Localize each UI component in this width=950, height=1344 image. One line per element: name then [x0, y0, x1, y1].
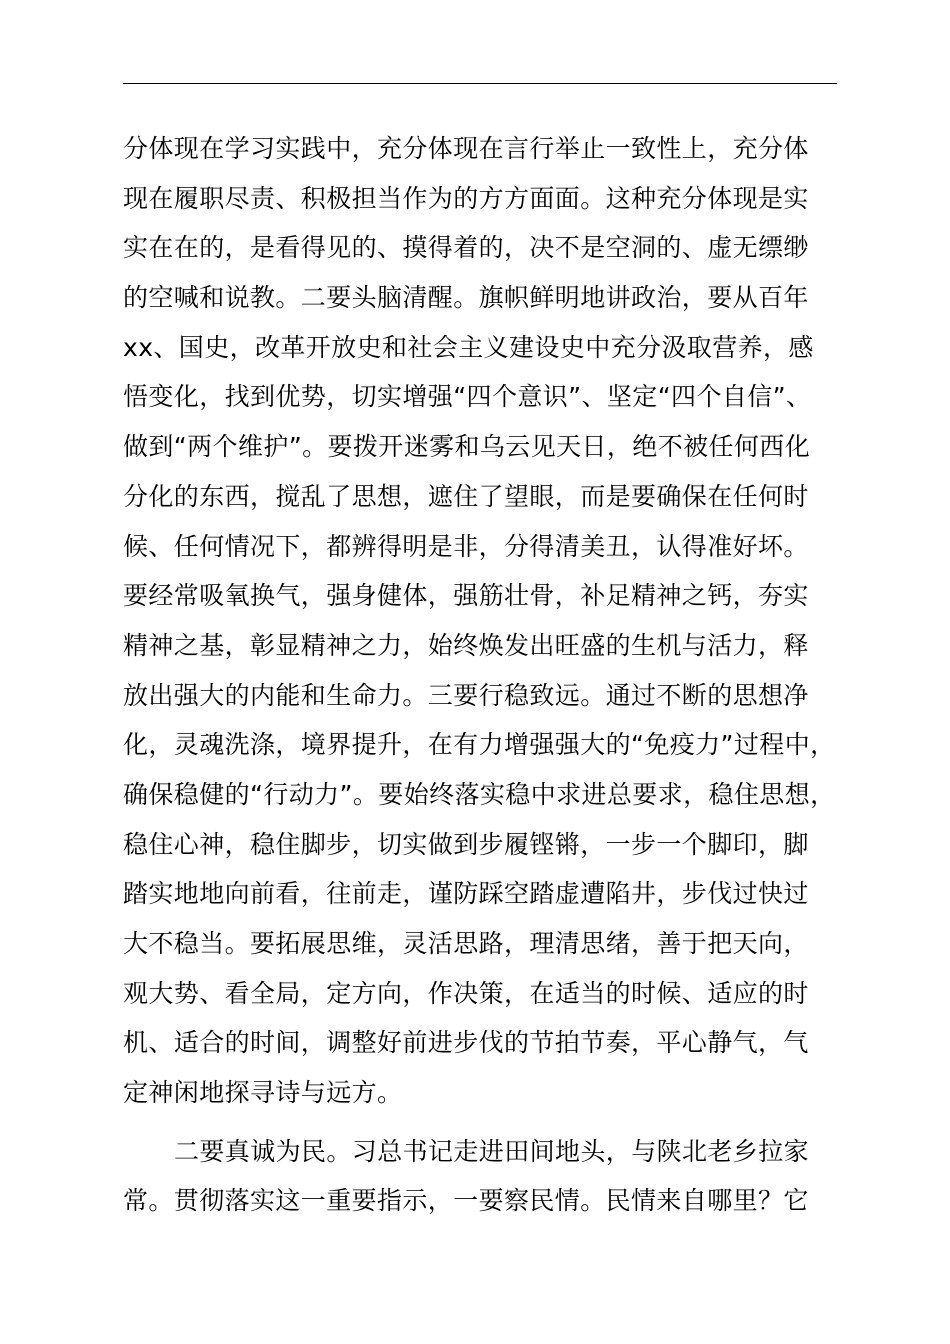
document-body: [123, 124, 863, 1226]
text-line: 悟变化，找到优势，切实增强“四个意识”、坚定“四个自信”、: [123, 382, 812, 412]
text-line: 稳住心神，稳住脚步，切实做到步履铿锵，一步一个脚印，脚: [123, 829, 809, 859]
text-line: 实在在的，是看得见的、摸得着的，决不是空洞的、虚无缥缈: [123, 233, 809, 263]
paragraph-1: [123, 124, 863, 1118]
text-line: 分体现在学习实践中，充分体现在言行举止一致性上，充分体: [123, 134, 809, 163]
text-line: xx、国史，改革开放史和社会主义建设史中充分汲取营养，感: [123, 332, 814, 362]
text-line: 化，灵魂洗涤，境界提升，在有力增强强大的“免疫力”过程中，: [123, 730, 836, 760]
header-rule: [123, 83, 837, 84]
text-line: 大不稳当。要拓展思维，灵活思路，理清思绪，善于把天向，: [123, 929, 809, 958]
text-line: 分化的东西，搅乱了思想，遮住了望眼，而是要确保在任何时: [123, 481, 809, 511]
text-line: 现在履职尽责、积极担当作为的方方面面。这种充分体现是实: [123, 183, 809, 213]
paragraph-spacer: [123, 1118, 863, 1127]
text-line: 做到“两个维护”。要拨开迷雾和乌云见天日，绝不被任何西化: [123, 432, 811, 462]
text-line: 机、适合的时间，调整好前进步伐的节拍节奏，平心静气，气: [123, 1028, 809, 1058]
text-line: 的空喊和说教。二要头脑清醒。旗帜鲜明地讲政治，要从百年: [123, 283, 809, 313]
text-line: 二要真诚为民。习总书记走进田间地头，与陕北老乡拉家: [174, 1136, 810, 1166]
text-line: 确保稳健的“行动力”。要始终落实稳中求进总要求，稳住思想，: [123, 779, 836, 809]
text-line: 定神闲地探寻诗与远方。: [123, 1078, 403, 1108]
text-line: 踏实地地向前看，往前走，谨防踩空踏虚遭陷井，步伐过快过: [123, 879, 809, 909]
text-line: 候、任何情况下，都辨得明是非，分得清美丑，认得准好坏。: [123, 531, 809, 561]
text-line: 观大势、看全局，定方向，作决策，在适当的时候、适应的时: [123, 978, 809, 1008]
text-line: 常。贯彻落实这一重要指示，一要察民情。民情来自哪里？它: [123, 1186, 809, 1216]
text-line: 要经常吸氧换气，强身健体，强筋壮骨，补足精神之钙，夯实: [123, 581, 809, 611]
text-line: 放出强大的内能和生命力。三要行稳致远。通过不断的思想净: [123, 680, 809, 710]
paragraph-2: [123, 1127, 863, 1226]
text-line: 精神之基，彰显精神之力，始终焕发出旺盛的生机与活力，释: [123, 630, 809, 660]
